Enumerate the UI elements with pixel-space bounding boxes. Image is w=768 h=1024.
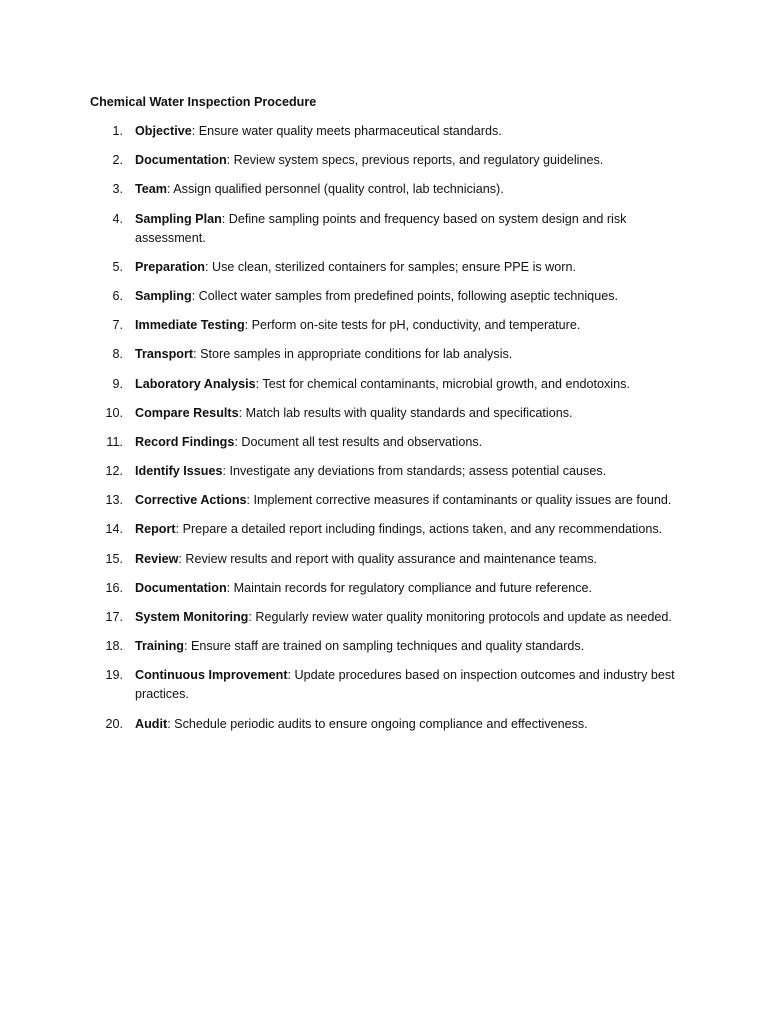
procedure-step bbox=[90, 345, 690, 364]
step-description: : Ensure staff are trained on sampling techniques and quality standards. bbox=[183, 639, 585, 654]
step-description: : Schedule periodic audits to ensure ongoing compliance and effectiveness. bbox=[167, 716, 588, 731]
procedure-step bbox=[90, 433, 690, 452]
step-term: Audit bbox=[135, 716, 168, 731]
step-term: System Monitoring bbox=[135, 610, 249, 624]
step-term: Continuous Improvement bbox=[135, 668, 288, 683]
step-number: 7. bbox=[112, 318, 123, 333]
procedure-step bbox=[90, 715, 690, 734]
step-term: Review bbox=[135, 551, 179, 566]
step-term: Immediate Testing bbox=[135, 318, 245, 333]
step-number: 2. bbox=[112, 153, 123, 168]
procedure-step bbox=[90, 210, 690, 248]
procedure-step bbox=[90, 666, 690, 704]
step-number: 11. bbox=[106, 434, 123, 449]
step-number: 5. bbox=[112, 259, 123, 274]
procedure-step bbox=[90, 151, 690, 170]
step-number: 6. bbox=[112, 288, 123, 303]
procedure-step bbox=[90, 287, 690, 306]
step-description: : Test for chemical contaminants, microbial growth, and endotoxins. bbox=[255, 376, 630, 391]
step-description: : Assign qualified personnel (quality control, lab technicians). bbox=[166, 182, 504, 197]
step-term: Sampling Plan bbox=[135, 211, 222, 226]
procedure-step bbox=[90, 520, 690, 539]
step-number: 17. bbox=[105, 610, 123, 624]
step-term: Team bbox=[135, 182, 167, 197]
step-description: : Investigate any deviations from standards; assess potential causes. bbox=[222, 464, 607, 479]
procedure-step bbox=[90, 122, 690, 141]
procedure-step bbox=[90, 180, 690, 199]
step-description: : Store samples in appropriate conditions for lab analysis. bbox=[193, 347, 513, 362]
step-description: : Document all test results and observations. bbox=[234, 434, 483, 449]
procedure-step bbox=[90, 258, 690, 277]
step-number: 20. bbox=[105, 716, 123, 731]
step-term: Sampling bbox=[135, 288, 192, 303]
step-description: : Update procedures based on inspection outcomes and industry best practices. bbox=[135, 668, 675, 702]
step-term: Objective bbox=[135, 124, 192, 138]
step-description: : Maintain records for regulatory compliance and future reference. bbox=[226, 580, 593, 595]
step-description: : Review system specs, previous reports, and regulatory guidelines. bbox=[226, 153, 604, 168]
step-term: Compare Results bbox=[135, 405, 239, 420]
step-term: Documentation bbox=[135, 153, 227, 168]
step-number: 9. bbox=[112, 376, 123, 391]
procedure-step-list bbox=[90, 122, 690, 744]
step-number: 15. bbox=[105, 551, 123, 566]
procedure-step bbox=[90, 375, 690, 394]
step-number: 8. bbox=[112, 347, 123, 362]
step-description: : Ensure water quality meets pharmaceutical standards. bbox=[191, 124, 502, 138]
step-description: : Define sampling points and frequency based on system design and risk assessment. bbox=[135, 211, 627, 245]
step-term: Report bbox=[135, 522, 176, 537]
step-number: 14. bbox=[105, 522, 123, 537]
step-description: : Perform on-site tests for pH, conductivity, and temperature. bbox=[244, 318, 581, 333]
step-description: : Prepare a detailed report including findings, actions taken, and any recommendations. bbox=[175, 522, 663, 537]
procedure-step bbox=[90, 608, 690, 627]
step-number: 3. bbox=[112, 182, 123, 197]
procedure-step bbox=[90, 491, 690, 510]
step-description: : Review results and report with quality assurance and maintenance teams. bbox=[178, 551, 598, 566]
step-number: 18. bbox=[105, 639, 123, 654]
procedure-step bbox=[90, 637, 690, 656]
step-number: 1. bbox=[112, 124, 123, 138]
document-title: Chemical Water Inspection Procedure bbox=[90, 95, 317, 109]
step-term: Record Findings bbox=[135, 434, 235, 449]
step-number: 4. bbox=[112, 211, 123, 226]
step-term: Laboratory Analysis bbox=[135, 376, 256, 391]
step-term: Documentation bbox=[135, 580, 227, 595]
procedure-step bbox=[90, 404, 690, 423]
step-description: : Implement corrective measures if contaminants or quality issues are found. bbox=[246, 493, 672, 508]
step-number: 19. bbox=[105, 668, 123, 683]
step-number: 10. bbox=[105, 405, 123, 420]
step-number: 16. bbox=[105, 580, 123, 595]
procedure-step bbox=[90, 550, 690, 569]
step-term: Preparation bbox=[135, 259, 205, 274]
procedure-step bbox=[90, 462, 690, 481]
step-term: Corrective Actions bbox=[135, 493, 247, 508]
step-number: 12. bbox=[105, 464, 123, 479]
step-description: : Use clean, sterilized containers for samples; ensure PPE is worn. bbox=[205, 259, 576, 274]
step-number: 13. bbox=[105, 493, 123, 508]
step-term: Training bbox=[135, 639, 184, 654]
step-description: : Regularly review water quality monitoring protocols and update as needed. bbox=[248, 610, 672, 624]
step-description: : Match lab results with quality standards and specifications. bbox=[238, 405, 573, 420]
step-description: : Collect water samples from predefined points, following aseptic techniques. bbox=[191, 288, 618, 303]
procedure-step bbox=[90, 316, 690, 335]
step-term: Identify Issues bbox=[135, 464, 223, 479]
step-term: Transport bbox=[135, 347, 194, 362]
procedure-step bbox=[90, 579, 690, 598]
